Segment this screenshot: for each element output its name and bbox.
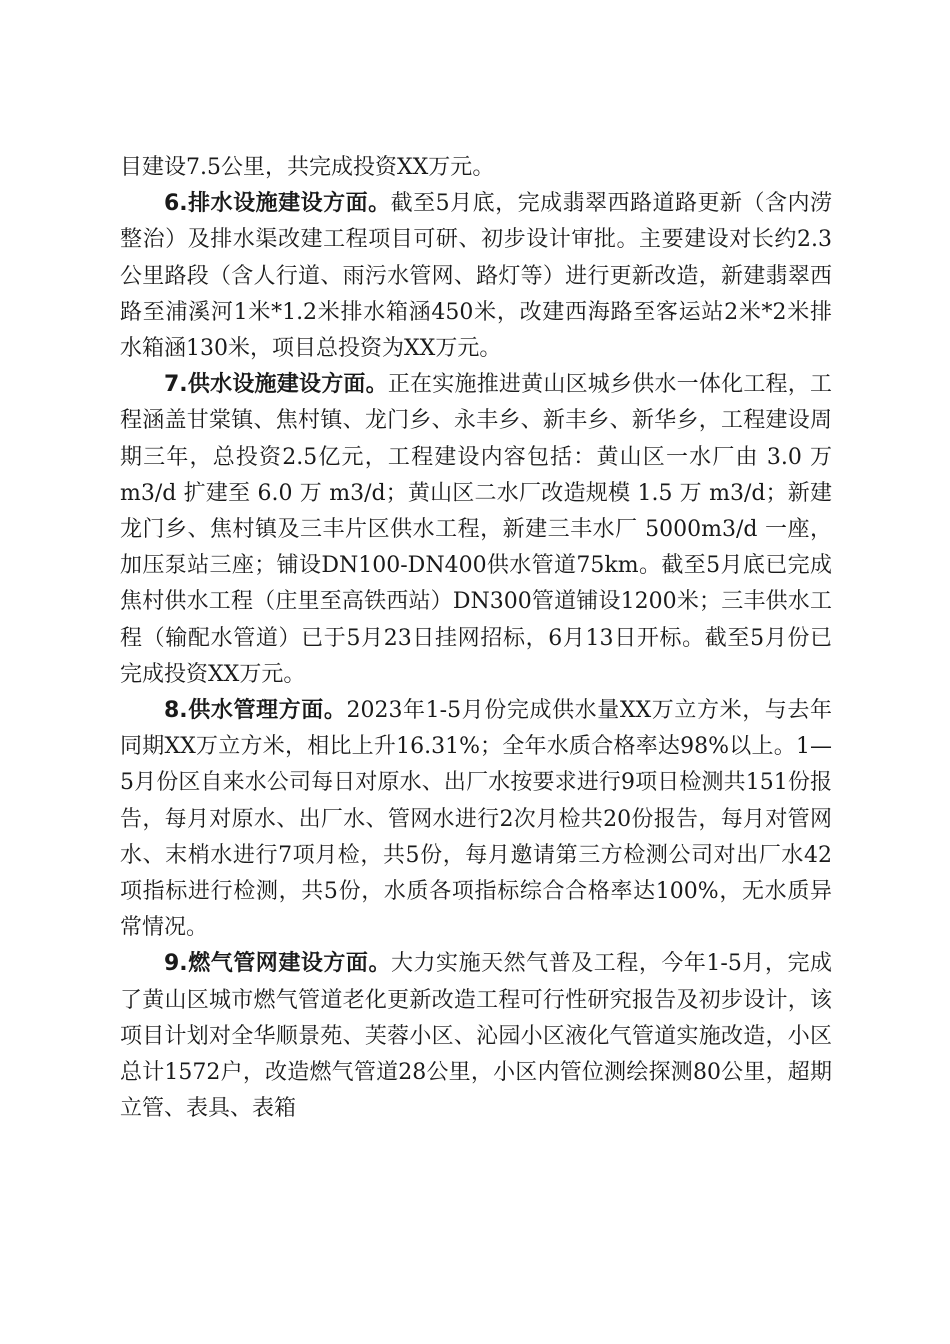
paragraph-heading: 6.排水设施建设方面。 <box>164 191 391 217</box>
paragraph-text: 正在实施推进黄山区城乡供水一体化工程，工程涵盖甘棠镇、焦村镇、龙门乡、永丰乡、新丰乡、新华乡，工程建设周期三年，总投资2.5亿元，工程建设内容包括：黄山区一水厂由 3.0 万 m3/d 扩建至 6.0 万 m3/d；黄山区二水厂改造规模 1.5 万 m3/d；新建龙门乡、焦村镇及三丰片区供水工程，新建三丰水厂 5000m3/d 一座，加压泵站三座；铺设DN100-DN400供水管道75km。截至5月底已完成焦村供水工程（庄里至高铁西站）DN300管道铺设1200米；三丰供水工程（输配水管道）已于5月23日挂网招标，6月13日开标。截至5月份已完成投资XX万元。 <box>120 372 832 687</box>
paragraph-continuation <box>120 150 832 186</box>
paragraph-text: 目建设7.5公里，共完成投资XX万元。 <box>120 155 495 180</box>
paragraph-heading: 7.供水设施建设方面。 <box>164 372 388 398</box>
paragraph-water-supply-construction <box>120 367 832 693</box>
paragraph-heading: 9.燃气管网建设方面。 <box>164 951 391 977</box>
paragraph-text: 截至5月底，完成翡翠西路道路更新（含内涝整治）及排水渠改建工程项目可研、初步设计审批。主要建设对长约2.3公里路段（含人行道、雨污水管网、路灯等）进行更新改造，新建翡翠西路至浦溪河1米*1.2米排水箱涵450米，改建西海路至客运站2米*2米排水箱涵130米，项目总投资为XX万元。 <box>120 191 832 362</box>
paragraph-water-supply-management <box>120 693 832 946</box>
paragraph-text: 大力实施天然气普及工程，今年1-5月，完成了黄山区城市燃气管道老化更新改造工程可行性研究报告及初步设计，该项目计划对全华顺景苑、芙蓉小区、沁园小区液化气管道实施改造，小区总计1572户，改造燃气管道28公里，小区内管位测绘探测80公里，超期立管、表具、表箱 <box>120 951 832 1122</box>
document-body <box>120 150 832 1127</box>
paragraph-drainage <box>120 186 832 367</box>
paragraph-heading: 8.供水管理方面。 <box>164 698 347 724</box>
paragraph-text: 2023年1-5月份完成供水量XX万立方米，与去年同期XX万立方米，相比上升16.31%；全年水质合格率达98%以上。1—5月份区自来水公司每日对原水、出厂水按要求进行9项日检测共151份报告，每月对原水、出厂水、管网水进行2次月检共20份报告，每月对管网水、末梢水进行7项月检，共5份，每月邀请第三方检测公司对出厂水42项指标进行检测，共5份，水质各项指标综合合格率达100%，无水质异常情况。 <box>120 698 832 941</box>
paragraph-gas-pipeline <box>120 946 832 1127</box>
